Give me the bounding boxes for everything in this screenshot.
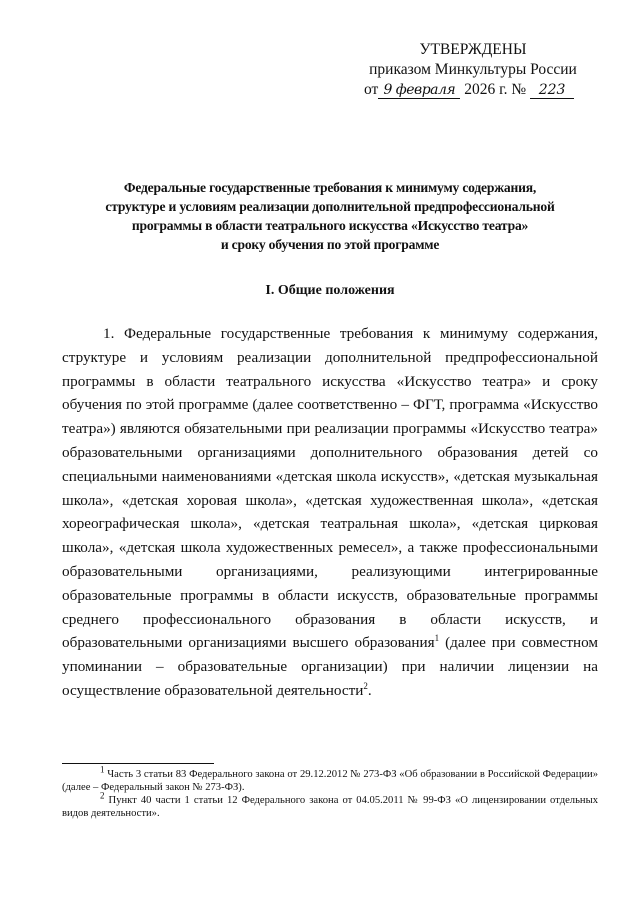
title-line: структуре и условиям реализации дополнительной предпрофессиональной	[105, 199, 555, 214]
footnote-text: Пункт 40 части 1 статьи 12 Федерального закона от 04.05.2011 № 99-ФЗ «О лицензировании отдельных видов деятельности».	[62, 795, 598, 819]
title-line: и сроку обучения по этой программе	[220, 237, 440, 252]
approval-order: приказом Минкультуры России	[369, 61, 577, 78]
approved-label: УТВЕРЖДЕНЫ	[419, 41, 527, 58]
footnote-mark: 2	[100, 790, 105, 801]
footnote-ref-1: 1	[434, 633, 440, 644]
footnote-divider	[62, 763, 214, 764]
handwritten-date: 9 февраля	[378, 82, 460, 99]
handwritten-order-number: 223	[530, 82, 574, 99]
document-title	[80, 178, 580, 254]
title-line: Федеральные государственные требования к минимуму содержания,	[123, 180, 537, 195]
date-prefix: от	[364, 81, 379, 98]
paragraph-end: .	[367, 681, 372, 699]
paragraph-text: 1. Федеральные государственные требования к минимуму содержания, структуре и условиям реализации дополнительной предпрофессиональной программы в области театрального искусства «Искусство театра» и сроку обучения по этой программе (далее соответственно – ФГТ, программа «Искусство театра») являются обязательными при реализации программы «Искусство театра» образовательными организациями дополнительного образования детей со специальными наименованиями «детская школа искусств», «детская музыкальная школа», «детская хоровая школа», «детская художественная школа», «детская хореографическая школа», «детская театральная школа», «детская цирковая школа», «детская школа художественных ремесел», а также профессиональными образовательными организациями, реализующими интегрированные образовательные программы в области искусств, образовательные программы среднего профессионального образования в области искусств, и образовательными организациями высшего образования	[62, 325, 598, 652]
footnote-1	[62, 764, 598, 794]
paragraph-text-continued: (далее при совместном упоминании – образовательные организации) при наличии лицензии на осуществление образовательной деятельности	[62, 634, 598, 699]
document-body	[62, 322, 598, 703]
approval-date-line	[358, 80, 588, 100]
footnotes	[62, 764, 598, 820]
footnote-text: Часть 3 статьи 83 Федерального закона от 29.12.2012 № 273-ФЗ «Об образовании в Российской Федерации» (далее – Федеральный закон № 273-ФЗ).	[62, 769, 598, 793]
footnote-mark: 1	[100, 764, 105, 775]
footnote-ref-2: 2	[363, 680, 368, 691]
year-number-label: 2026 г. №	[464, 81, 527, 98]
footnote-2	[62, 790, 598, 820]
section-heading: I. Общие положения	[265, 283, 395, 298]
approval-stamp	[358, 40, 588, 100]
title-line: программы в области театрального искусства «Искусство театра»	[131, 218, 529, 233]
paragraph-1	[62, 322, 598, 703]
